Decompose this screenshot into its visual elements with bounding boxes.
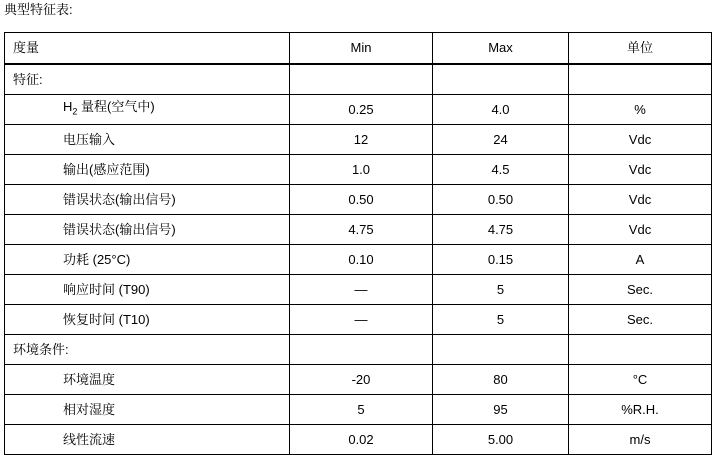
row-max-cell <box>433 64 569 95</box>
row-label-cell <box>5 275 290 305</box>
row-max-value: 0.15 <box>487 251 514 267</box>
row-label-cell <box>5 335 290 365</box>
row-min-cell <box>290 395 433 425</box>
row-label-cell <box>5 155 290 185</box>
table-row <box>5 275 712 305</box>
row-unit-cell <box>569 365 712 395</box>
row-unit-cell <box>569 275 712 305</box>
row-unit-value: m/s <box>629 431 651 447</box>
table-row <box>5 125 712 155</box>
row-min-cell <box>290 95 433 125</box>
row-max-cell <box>433 215 569 245</box>
table-row <box>5 64 712 95</box>
row-label: 环境温度 <box>63 371 116 387</box>
table-caption: 典型特征表: <box>4 2 73 17</box>
table-header-row <box>5 33 712 65</box>
row-unit-value: Vdc <box>628 191 652 207</box>
row-max-value: 5 <box>496 311 505 327</box>
table-row <box>5 425 712 455</box>
row-min-cell <box>290 365 433 395</box>
row-min-cell <box>290 275 433 305</box>
table-row <box>5 395 712 425</box>
row-max-cell <box>433 95 569 125</box>
row-max-value: 4.75 <box>487 221 514 237</box>
row-label-cell <box>5 305 290 335</box>
row-label: 线性流速 <box>63 431 116 447</box>
row-min-cell <box>290 125 433 155</box>
row-min-value: -20 <box>351 371 371 387</box>
row-unit-cell <box>569 64 712 95</box>
row-label-cell <box>5 215 290 245</box>
row-unit-value: Vdc <box>628 161 652 177</box>
row-max-value: 5 <box>496 281 505 297</box>
table-row <box>5 305 712 335</box>
row-unit-value: A <box>635 251 645 267</box>
row-unit-cell <box>569 95 712 125</box>
row-min-value: 0.25 <box>348 101 374 117</box>
row-label-cell <box>5 425 290 455</box>
row-label: 环境条件: <box>13 341 69 357</box>
header-cell-max: Max <box>433 33 569 65</box>
row-unit-cell <box>569 335 712 365</box>
row-unit-value: Vdc <box>628 131 652 147</box>
row-label: 错误状态(输出信号) <box>63 221 176 237</box>
row-unit-cell <box>569 155 712 185</box>
row-max-cell <box>433 275 569 305</box>
row-max-cell <box>433 245 569 275</box>
row-label-cell <box>5 125 290 155</box>
row-unit-cell <box>569 305 712 335</box>
row-label-cell <box>5 185 290 215</box>
row-max-cell <box>433 155 569 185</box>
table-row <box>5 245 712 275</box>
row-label: 相对湿度 <box>63 401 116 417</box>
row-min-cell <box>290 425 433 455</box>
row-min-value: 0.50 <box>348 191 374 207</box>
table-row <box>5 215 712 245</box>
row-max-value: 4.0 <box>491 101 510 117</box>
row-min-cell <box>290 215 433 245</box>
row-min-cell <box>290 245 433 275</box>
row-unit-value: °C <box>632 371 648 387</box>
row-max-value: 5.00 <box>487 431 514 447</box>
row-min-value: 5 <box>357 401 365 417</box>
row-max-cell <box>433 125 569 155</box>
header-cell-unit: 单位 <box>569 33 712 65</box>
row-max-value: 80 <box>493 371 508 387</box>
row-min-value: 0.10 <box>348 251 374 267</box>
row-min-value: 4.75 <box>348 221 374 237</box>
row-unit-value: Sec. <box>626 311 653 327</box>
row-min-value: 0.02 <box>348 431 374 447</box>
row-label-cell <box>5 365 290 395</box>
row-min-cell <box>290 335 433 365</box>
row-unit-value: Sec. <box>626 281 653 297</box>
row-max-cell <box>433 395 569 425</box>
row-unit-value: %R.H. <box>621 401 659 417</box>
row-max-value: 4.5 <box>491 161 510 177</box>
row-unit-cell <box>569 185 712 215</box>
row-unit-cell <box>569 215 712 245</box>
row-label: 错误状态(输出信号) <box>63 191 176 207</box>
specifications-table <box>4 32 712 455</box>
row-max-cell <box>433 305 569 335</box>
row-max-cell <box>433 335 569 365</box>
header-cell-metric: 度量 <box>5 33 290 65</box>
row-max-cell <box>433 185 569 215</box>
row-min-value: 1.0 <box>351 161 371 177</box>
row-max-value: 95 <box>493 401 508 417</box>
row-label-cell <box>5 64 290 95</box>
row-min-value: 12 <box>353 131 369 147</box>
row-max-value: 24 <box>493 131 508 147</box>
row-label-cell <box>5 395 290 425</box>
row-label: 响应时间 (T90) <box>63 281 150 297</box>
row-max-cell <box>433 365 569 395</box>
table-row <box>5 185 712 215</box>
table-row <box>5 365 712 395</box>
row-max-cell <box>433 425 569 455</box>
row-label: 恢复时间 (T10) <box>63 311 150 327</box>
row-unit-cell <box>569 125 712 155</box>
row-label: $H_2$ 量程(空气中) <box>63 99 155 117</box>
row-max-value: 0.50 <box>487 191 514 207</box>
row-label: 特征: <box>13 71 43 87</box>
row-min-value: — <box>354 311 368 327</box>
row-min-cell <box>290 155 433 185</box>
row-min-cell <box>290 305 433 335</box>
row-label-cell <box>5 245 290 275</box>
row-min-cell <box>290 185 433 215</box>
row-label: 功耗 (25°C) <box>63 251 131 267</box>
row-label: 电压输入 <box>63 131 116 147</box>
row-unit-value: Vdc <box>628 221 652 237</box>
row-min-cell <box>290 64 433 95</box>
table-row <box>5 335 712 365</box>
table-body <box>5 33 712 455</box>
row-unit-cell <box>569 395 712 425</box>
row-unit-value: % <box>634 101 646 117</box>
table-row <box>5 95 712 125</box>
row-unit-cell <box>569 425 712 455</box>
row-min-value: — <box>354 281 368 297</box>
row-unit-cell <box>569 245 712 275</box>
row-label: 输出(感应范围) <box>63 161 150 177</box>
header-cell-min: Min <box>290 33 433 65</box>
row-label-cell <box>5 95 290 125</box>
table-row <box>5 155 712 185</box>
